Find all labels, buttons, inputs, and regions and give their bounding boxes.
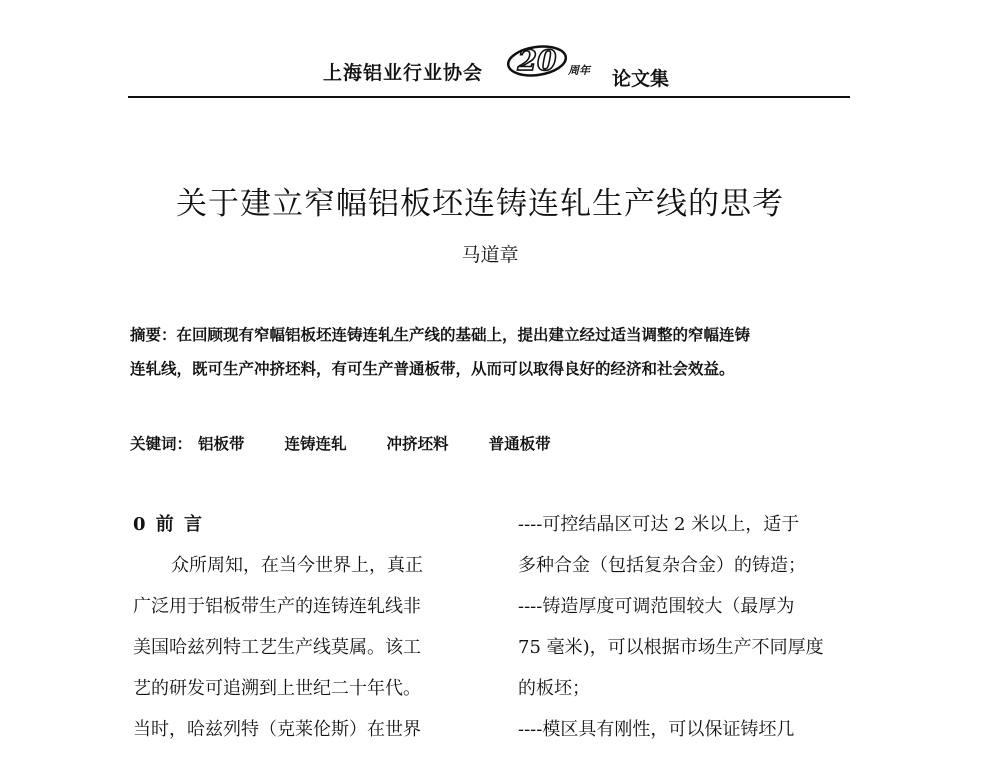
body-line: 的板坯； bbox=[518, 678, 590, 699]
keywords bbox=[130, 432, 850, 454]
anniversary-logo bbox=[506, 40, 568, 80]
body-line: 广泛用于铝板带生产的连铸连轧线非 bbox=[133, 596, 421, 617]
running-header bbox=[128, 34, 850, 100]
keyword: 连铸连轧 bbox=[284, 435, 347, 453]
body-line: ----可控结晶区可达 2 米以上，适于 bbox=[518, 514, 800, 535]
header-collection-title: 论文集 bbox=[612, 68, 670, 90]
body-line: 艺的研发可追溯到上世纪二十年代。 bbox=[133, 678, 421, 699]
body-column-right bbox=[518, 504, 863, 750]
abstract-line: 摘要：在回顾现有窄幅铝板坯连铸连轧生产线的基础上，提出建立经过适当调整的窄幅连铸 bbox=[130, 326, 751, 344]
body-line: 当时，哈兹列特（克莱伦斯）在世界 bbox=[133, 719, 421, 740]
keyword: 普通板带 bbox=[488, 435, 551, 453]
header-rule bbox=[128, 96, 850, 98]
logo-text: 20 bbox=[517, 44, 557, 77]
logo-subtext: 周年 bbox=[568, 64, 590, 77]
paper-author: 马道章 bbox=[461, 244, 519, 266]
abstract-line: 连轧线，既可生产冲挤坯料，有可生产普通板带，从而可以取得良好的经济和社会效益。 bbox=[130, 360, 735, 378]
body-line: 75 毫米)，可以根据市场生产不同厚度 bbox=[518, 637, 824, 658]
header-organization: 上海铝业行业协会 bbox=[323, 62, 484, 84]
body-column-left bbox=[133, 504, 478, 750]
body-line: ----铸造厚度可调范围较大（最厚为 bbox=[518, 596, 795, 617]
keywords-label: 关键词： bbox=[130, 435, 193, 453]
abstract bbox=[130, 318, 850, 386]
keyword: 铝板带 bbox=[198, 435, 245, 453]
keyword: 冲挤坯料 bbox=[386, 435, 449, 453]
section-heading: 0 前 言 bbox=[133, 514, 205, 535]
body-line: ----模区具有刚性，可以保证铸坯几 bbox=[518, 719, 795, 740]
paper-title: 关于建立窄幅铝板坯连铸连轧生产线的思考 bbox=[176, 186, 784, 222]
body-line: 众所周知，在当今世界上，真正 bbox=[171, 555, 423, 576]
body-line: 多种合金（包括复杂合金）的铸造； bbox=[518, 555, 806, 576]
body-line: 美国哈兹列特工艺生产线莫属。该工 bbox=[133, 637, 421, 658]
